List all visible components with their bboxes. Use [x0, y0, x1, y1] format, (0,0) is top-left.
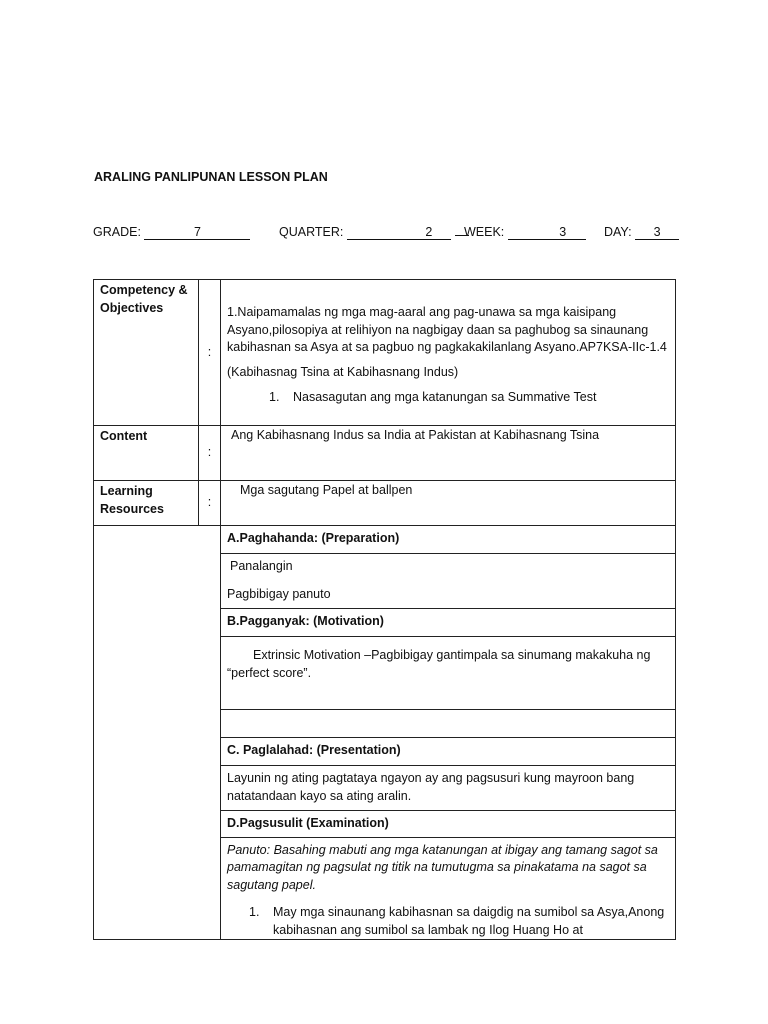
- exam-question-1-number: 1.: [249, 905, 260, 919]
- exam-instructions: Panuto: Basahing mabuti ang mga katanungan at ibigay ang tamang sagot sa pamamagitan ng pagsulat ng titik na tumutugma sa pinakatama na sagot sa sagutang papel.: [227, 842, 658, 892]
- day-field: [604, 225, 679, 240]
- resources-row: [94, 481, 676, 526]
- grade-field: [93, 225, 250, 240]
- resources-label: Learning Resources: [94, 481, 199, 526]
- presentation-heading: C. Paglalahad: (Presentation): [221, 738, 676, 766]
- competency-row: [94, 280, 676, 426]
- competency-item: [227, 389, 669, 407]
- content-text: Ang Kabihasnang Indus sa India at Pakistan at Kabihasnang Tsina: [221, 426, 676, 481]
- day-value: 3: [635, 225, 679, 240]
- exam-question-1-text: May mga sinaunang kabihasnan sa daigdig na sumibol sa Asya,Anong kabihasnan ang sumibol sa lambak ng Ilog Huang Ho at: [273, 905, 665, 937]
- week-field: [464, 225, 586, 240]
- exam-heading: D.Pagsusulit (Examination): [221, 811, 676, 838]
- document-title: ARALING PANLIPUNAN LESSON PLAN: [94, 170, 328, 184]
- competency-text: 1.Naipamamalas ng mga mag-aaral ang pag-unawa sa mga kaisipang Asyano,pilosopiya at relihiyon na nagbigay daan sa paghubog sa sinaunang kabihasnan sa Asya at sa pagbuo ng pagkakakilanlang Asyano.AP7KSA-IIc-1.4: [227, 305, 667, 354]
- competency-subtext: (Kabihasnag Tsina at Kabihasnang Indus): [227, 364, 459, 379]
- quarter-value: 2: [347, 225, 451, 240]
- week-value: 3: [508, 225, 586, 240]
- content-row: [94, 426, 676, 481]
- resources-text: Mga sagutang Papel at ballpen: [221, 481, 676, 526]
- competency-item-number: 1.: [269, 390, 280, 404]
- grade-label: GRADE:: [93, 225, 141, 239]
- content-label: Content: [94, 426, 199, 481]
- procedure-blank-cell: [94, 526, 221, 940]
- prep-item-prayer: Panalangin: [230, 559, 293, 573]
- empty-cell: [221, 710, 676, 738]
- motivation-body: [221, 637, 676, 710]
- prep-heading: A.Paghahanda: (Preparation): [221, 526, 676, 554]
- grade-value: 7: [144, 225, 250, 240]
- competency-cell: [221, 280, 676, 426]
- lesson-plan-table: [93, 279, 676, 940]
- resources-colon: :: [199, 481, 221, 526]
- motivation-text: Extrinsic Motivation –Pagbibigay gantimpala sa sinumang makakuha ng “perfect score”.: [227, 648, 651, 680]
- exam-question-1: [227, 904, 669, 939]
- quarter-field: [279, 225, 469, 240]
- competency-item-text: Nasasagutan ang mga katanungan sa Summative Test: [293, 390, 597, 404]
- exam-body: [221, 837, 676, 940]
- quarter-label: QUARTER:: [279, 225, 344, 239]
- motivation-heading: B.Pagganyak: (Motivation): [221, 609, 676, 637]
- content-colon: :: [199, 426, 221, 481]
- prep-heading-row: [94, 526, 676, 554]
- prep-body: [221, 554, 676, 609]
- day-label: DAY:: [604, 225, 632, 239]
- week-label: WEEK:: [464, 225, 505, 239]
- competency-colon: :: [199, 280, 221, 426]
- presentation-text: Layunin ng ating pagtataya ngayon ay ang pagsusuri kung mayroon bang natatandaan kayo sa ating aralin.: [221, 766, 676, 811]
- prep-item-instructions: Pagbibigay panuto: [227, 586, 331, 601]
- competency-label: Competency & Objectives: [94, 280, 199, 426]
